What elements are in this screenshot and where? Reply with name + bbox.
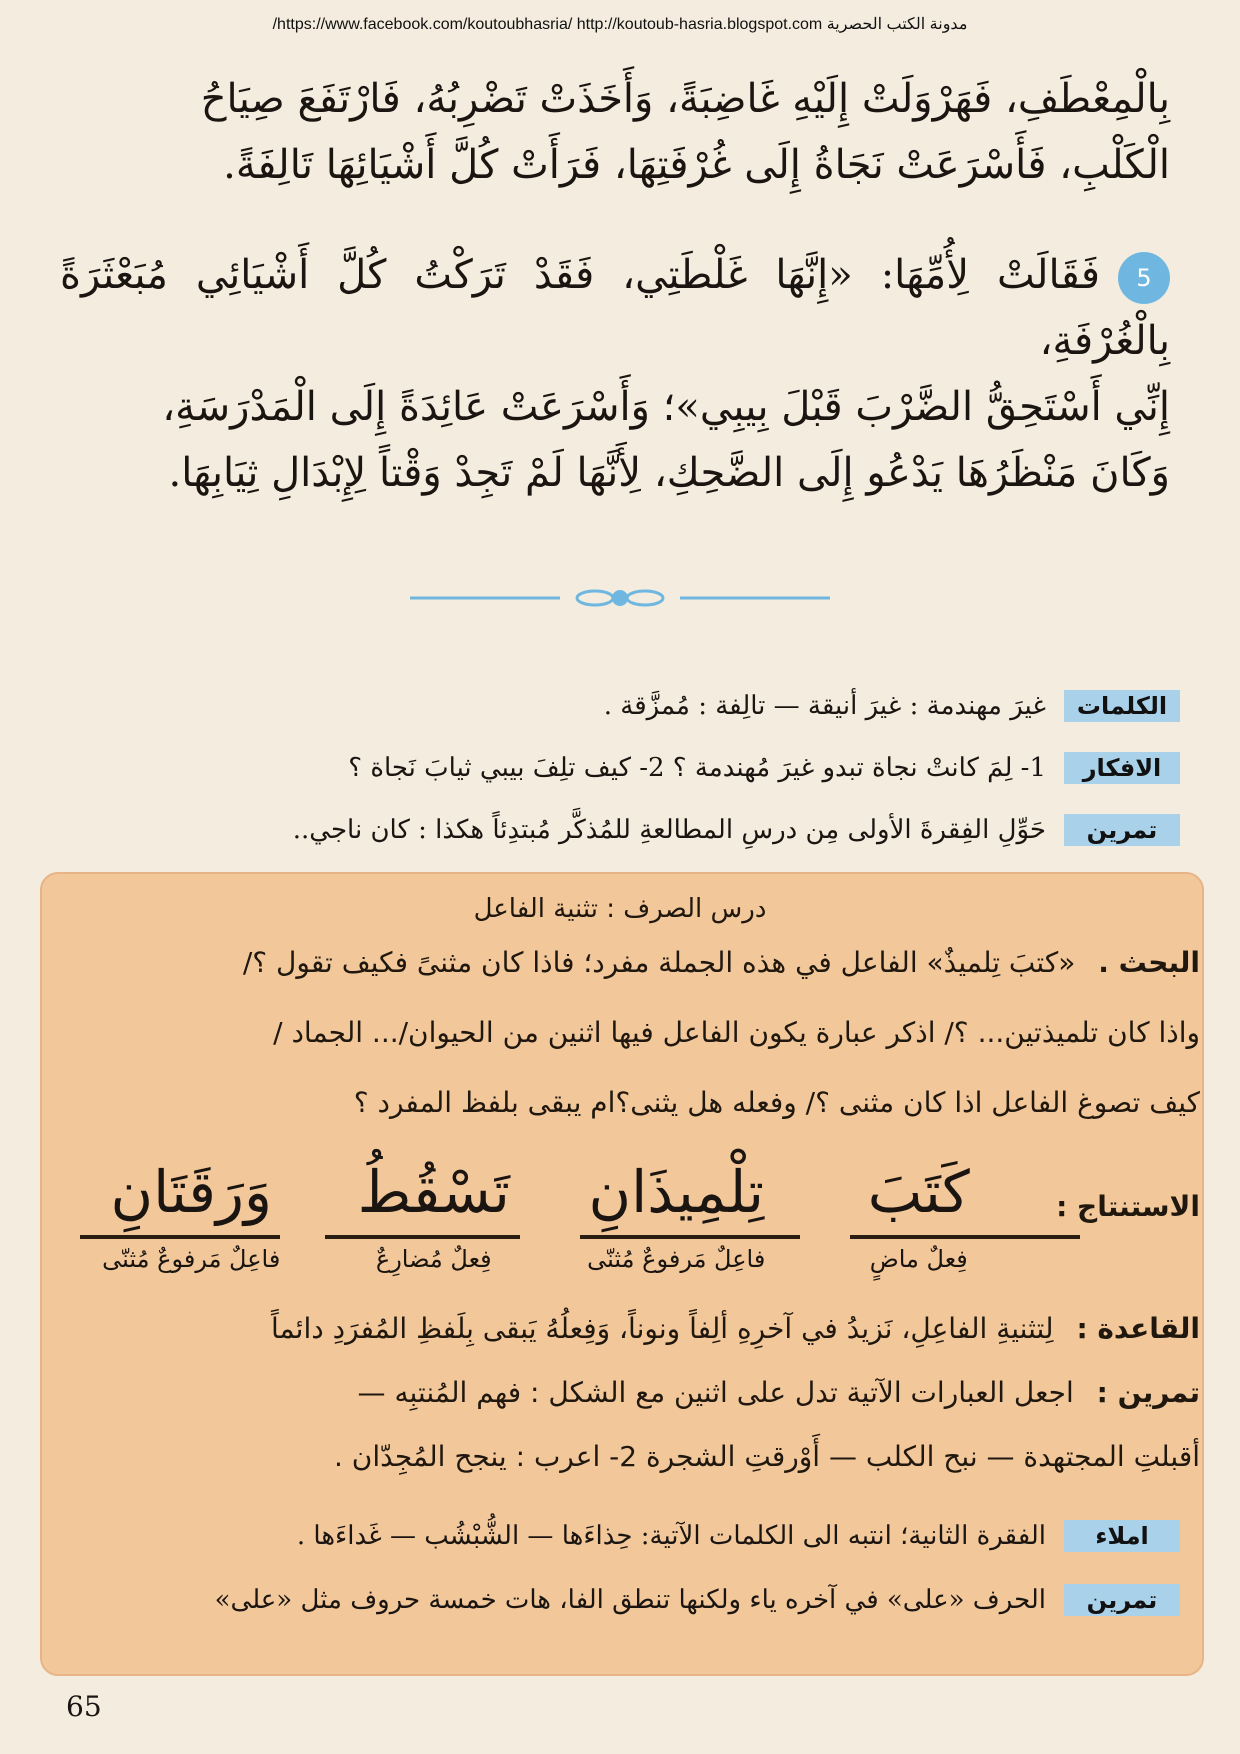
dictation-row [55, 1520, 1180, 1552]
example-word: تَسْقُطُ [357, 1158, 510, 1226]
story-line: وَكَانَ مَنْظَرُهَا يَدْعُو إِلَى الضَّحِكِ، لِأَنَّهَا لَمْ تَجِدْ وَقْتاً لِإِبْدَالِ ثِيَابِهَا. [168, 450, 1170, 496]
example-note: فاعِلٌ مَرفوعٌ مُثنّى [587, 1245, 766, 1273]
exercise1-label: تمرين [1064, 814, 1180, 846]
ideas-row [55, 752, 1180, 784]
words-label: الكلمات [1064, 690, 1180, 722]
research-text: «كتبَ تِلميذٌ» الفاعل في هذه الجملة مفرد؛ فاذا كان مثنىً فكيف تقول ؟/ [242, 946, 1076, 979]
grammar-exercise-text: اجعل العبارات الآتية تدل على اثنين مع الشكل : فهم المُنتبِه — [357, 1376, 1074, 1409]
story-line-text: فَقَالَتْ لِأُمِّهَا: «إِنَّهَا غَلْطَتِي، فَقَدْ تَرَكْتُ كُلَّ أَشْيَائِي مُبَعْثَرَةً بِالْغُرْفَةِ، [60, 252, 1170, 364]
page-number: 65 [66, 1690, 102, 1723]
rule-label: القاعدة : [1076, 1312, 1200, 1345]
grammar-exercise-line-2: أقبلتِ المجتهدة — نبح الكلب — أَوْرقتِ الشجرة 2- اعرب : ينجح المُجِدّان . [334, 1440, 1200, 1473]
story-line: بِالْمِعْطَفِ، فَهَرْوَلَتْ إِلَيْهِ غَاضِبَةً، وَأَخَذَتْ تَضْرِبُهُ، فَارْتَفَعَ صِيَاحُ [200, 76, 1170, 122]
research-label: البحث . [1098, 946, 1200, 979]
words-text: غيرَ مهندمة : غيرَ أنيقة — تالِفة : مُمزَّقة . [603, 691, 1046, 721]
conclusion-label: الاستنتاج : [1056, 1190, 1200, 1223]
example-word: تِلْمِيذَانِ [588, 1158, 765, 1226]
story-text [60, 66, 1170, 198]
dictation-text: الفقرة الثانية؛ انتبه الى الكلمات الآتية: حِذاءَها — الشُّبْشُب — غَداءَها . [296, 1521, 1046, 1551]
example-word: كَتَبَ [867, 1158, 970, 1226]
example-note: فاعِلٌ مَرفوعٌ مُثنّى [102, 1245, 281, 1273]
exercise3-label: تمرين [1064, 1584, 1180, 1616]
story-line: الْكَلْبِ، فَأَسْرَعَتْ نَجَاةُ إِلَى غُرْفَتِهَا، فَرَأَتْ كُلَّ أَشْيَائِهَا تَالِفَةً. [223, 142, 1170, 188]
example-underlines [80, 1234, 1080, 1240]
example-note: فِعلٌ ماضٍ [869, 1245, 968, 1273]
example-notes [70, 1245, 1040, 1273]
story-line [60, 242, 1170, 374]
words-row [55, 690, 1180, 722]
example-note: فِعلٌ مُضارِعٌ [375, 1245, 492, 1273]
dictation-label: املاء [1064, 1520, 1180, 1552]
story-line: إِنِّي أَسْتَحِقُّ الضَّرْبَ قَبْلَ بِيبِي»؛ وَأَسْرَعَتْ عَائِدَةً إِلَى الْمَدْرَسَةِ، [162, 384, 1170, 430]
exercise3-row [55, 1584, 1180, 1616]
research-line-3: كيف تصوغ الفاعل اذا كان مثنى ؟/ وفعله هل يثنى؟ام يبقى بلفظ المفرد ؟ [353, 1086, 1200, 1119]
example-word: وَرَقَتَانِ [110, 1158, 272, 1226]
grammar-lesson-box [40, 872, 1204, 1676]
research-line-1 [60, 946, 1200, 979]
ideas-label: الافكار [1064, 752, 1180, 784]
grammar-exercise-label: تمرين : [1096, 1376, 1200, 1409]
ornament-divider [410, 588, 830, 608]
exercise3-text: الحرف «على» في آخره ياء ولكنها تنطق الفا، هات خمسة حروف مثل «على» [214, 1585, 1046, 1615]
rule-text: لِتثنيةِ الفاعِلِ، نَزيدُ في آخرِهِ ألِفاً ونوناً، وَفِعلُهُ يَبقى بِلَفظِ المُفرَدِ دائماً [270, 1312, 1054, 1345]
grammar-title: درس الصرف : تثنية الفاعل [473, 894, 767, 924]
rule-row [60, 1312, 1200, 1345]
example-sentence [70, 1158, 1040, 1226]
research-line-2: واذا كان تلميذتين... ؟/ اذكر عبارة يكون الفاعل فيها اثنين من الحيوان/... الجماد / [273, 1016, 1200, 1049]
grammar-exercise-row [60, 1376, 1200, 1409]
paragraph-number-badge: 5 [1118, 252, 1170, 304]
story-paragraph-5 [60, 242, 1170, 506]
exercise1-text: حَوِّلِ الفِقرةَ الأولى مِن درسِ المطالعةِ للمُذكَّر مُبتدِئاً هكذا : كان ناجي.. [292, 815, 1046, 845]
exercise1-row [55, 814, 1180, 846]
header-links[interactable]: /https://www.facebook.com/koutoubhasria/ http://koutoub-hasria.blogspot.com مدونة الكتب الحصرية [272, 16, 968, 33]
ideas-text: 1- لِمَ كانتْ نجاة تبدو غيرَ مُهندمة ؟ 2- كيف تلِفَ بيبي ثيابَ نَجاة ؟ [348, 753, 1046, 783]
